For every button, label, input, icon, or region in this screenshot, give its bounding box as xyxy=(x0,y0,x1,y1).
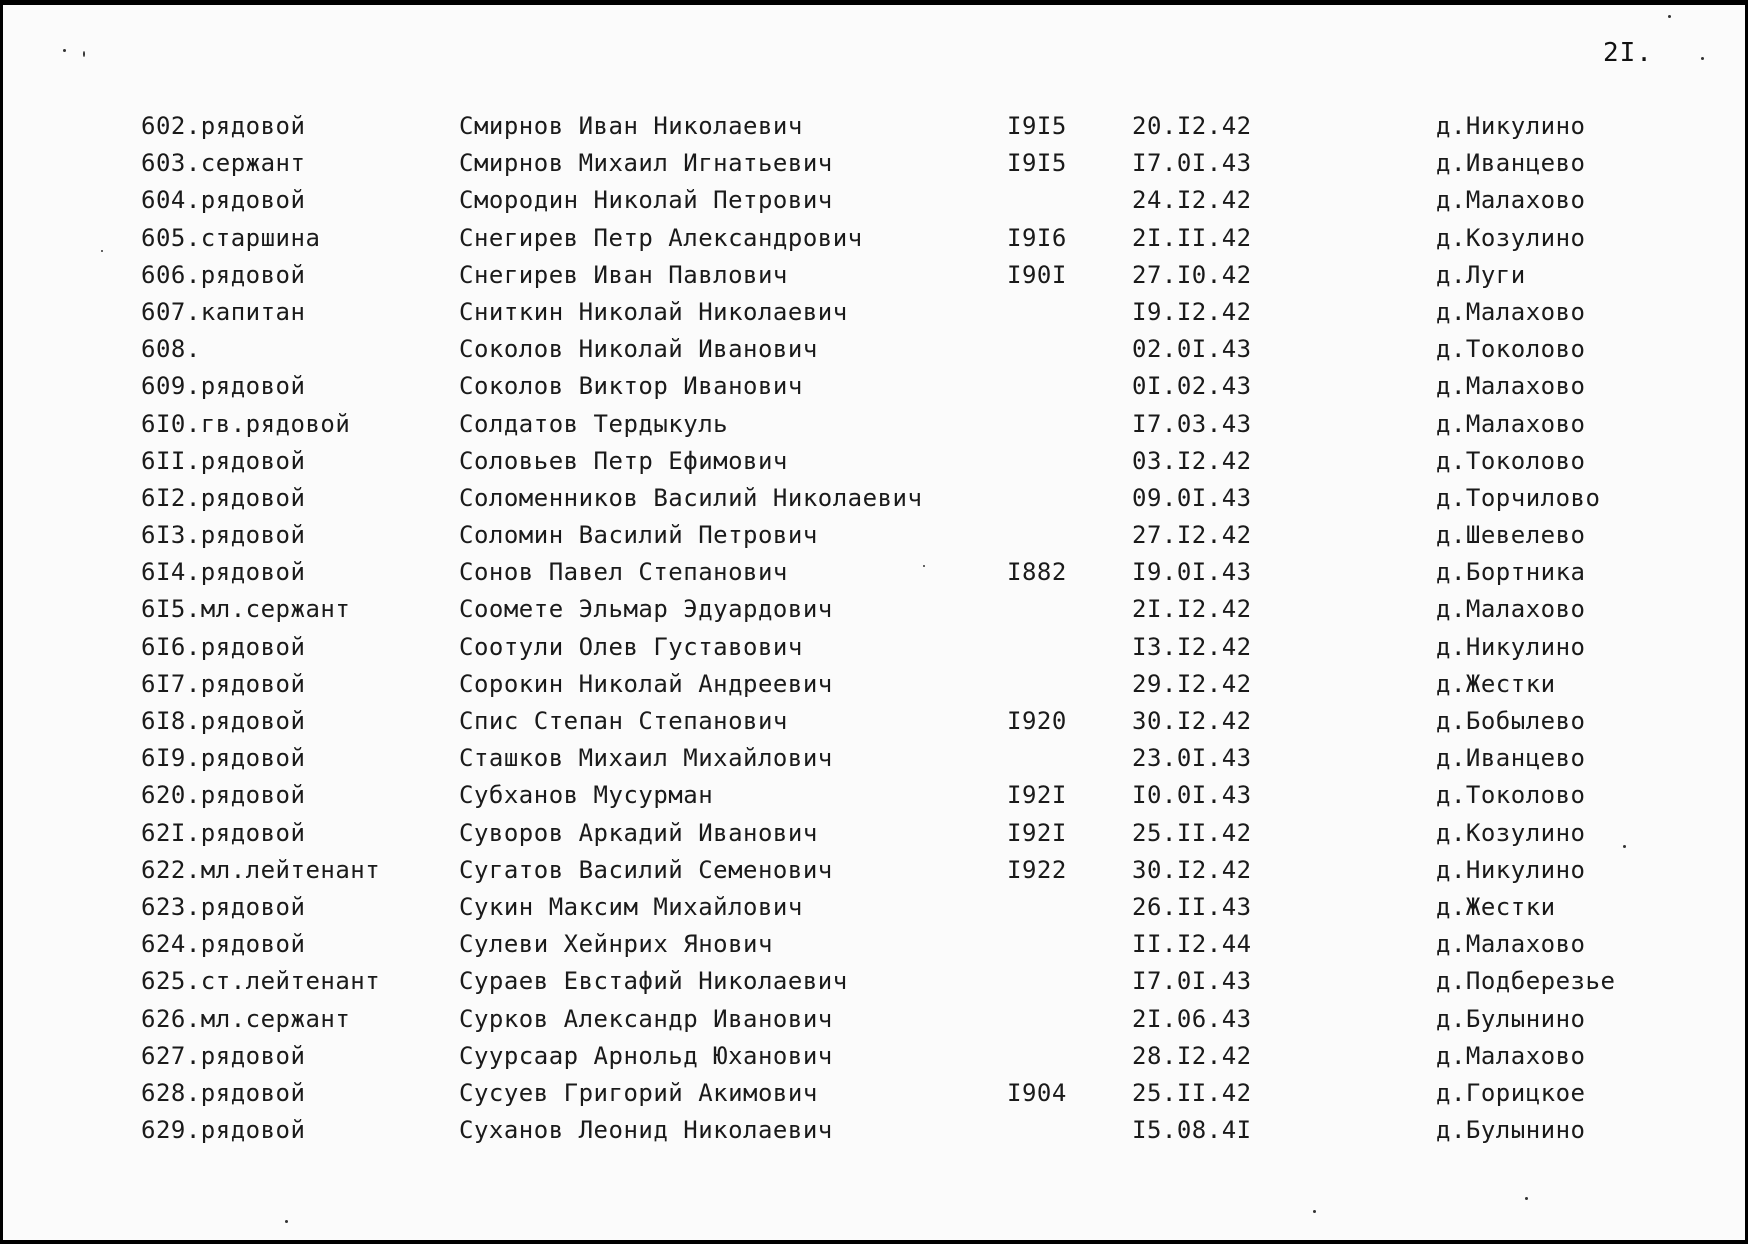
record-number-rank: 607.капитан xyxy=(141,297,306,326)
record-place: д.Подберезье xyxy=(1436,967,1616,996)
record-number-rank: 624.рядовой xyxy=(141,930,306,959)
record-date: 23.0I.43 xyxy=(1132,744,1252,773)
record-row xyxy=(3,1075,1748,1112)
record-number-rank: 608. xyxy=(141,335,201,364)
record-place: д.Булынино xyxy=(1436,1116,1586,1145)
record-row xyxy=(3,1001,1748,1038)
record-full-name: Сулеви Хейнрих Янович xyxy=(459,930,773,959)
record-birth-year: I90I xyxy=(1007,260,1067,289)
record-date: 30.I2.42 xyxy=(1132,707,1252,735)
record-row xyxy=(3,740,1748,777)
scan-speck xyxy=(1668,15,1671,18)
record-row xyxy=(3,629,1748,666)
record-date: I9.I2.42 xyxy=(1132,297,1252,326)
record-date: I7.03.43 xyxy=(1132,409,1252,438)
record-place: д.Бортника xyxy=(1436,558,1586,587)
scan-speck xyxy=(285,1220,288,1223)
record-place: д.Жестки xyxy=(1436,669,1556,698)
record-place: д.Горицкое xyxy=(1436,1078,1586,1107)
record-row xyxy=(3,108,1748,145)
record-row xyxy=(3,443,1748,480)
scan-speck xyxy=(1525,1197,1528,1200)
record-place: д.Малахово xyxy=(1436,1041,1586,1070)
record-place: д.Козулино xyxy=(1436,818,1586,847)
record-place: д.Торчилово xyxy=(1436,483,1601,512)
record-number-rank: 6I7.рядовой xyxy=(141,669,306,698)
record-row xyxy=(3,517,1748,554)
record-full-name: Соловьев Петр Ефимович xyxy=(459,446,788,475)
record-birth-year: I92I xyxy=(1007,818,1067,847)
record-row xyxy=(3,889,1748,926)
scan-speck xyxy=(83,51,85,57)
scan-speck xyxy=(923,565,925,567)
record-date: 20.I2.42 xyxy=(1132,112,1252,140)
record-row xyxy=(3,926,1748,963)
record-full-name: Смородин Николай Петрович xyxy=(459,186,833,215)
record-row xyxy=(3,852,1748,889)
record-place: д.Луги xyxy=(1436,260,1526,289)
record-place: д.Булынино xyxy=(1436,1004,1586,1033)
record-place: д.Шевелево xyxy=(1436,521,1586,550)
record-birth-year: I904 xyxy=(1007,1078,1067,1107)
record-birth-year: I9I6 xyxy=(1007,223,1067,252)
record-full-name: Суворов Аркадий Иванович xyxy=(459,818,818,847)
record-date: 30.I2.42 xyxy=(1132,855,1252,884)
record-row xyxy=(3,182,1748,219)
record-full-name: Сурков Александр Иванович xyxy=(459,1004,833,1033)
record-number-rank: 628.рядовой xyxy=(141,1078,306,1107)
record-date: 27.I2.42 xyxy=(1132,521,1252,550)
record-full-name: Сорокин Николай Андреевич xyxy=(459,669,833,698)
record-full-name: Снегирев Петр Александрович xyxy=(459,223,863,252)
record-number-rank: 6I9.рядовой xyxy=(141,744,306,773)
record-full-name: Соомете Эльмар Эдуардович xyxy=(459,595,833,624)
record-number-rank: 6I4.рядовой xyxy=(141,558,306,587)
record-number-rank: 6I2.рядовой xyxy=(141,483,306,512)
record-place: д.Малахово xyxy=(1436,297,1586,326)
scan-speck xyxy=(1701,57,1704,60)
record-number-rank: 627.рядовой xyxy=(141,1041,306,1070)
record-full-name: Сураев Евстафий Николаевич xyxy=(459,967,848,996)
record-full-name: Соотули Олев Густавович xyxy=(459,632,803,661)
record-place: д.Токолово xyxy=(1436,335,1586,364)
record-number-rank: 622.мл.лейтенант xyxy=(141,855,381,884)
record-row xyxy=(3,331,1748,368)
record-row xyxy=(3,294,1748,331)
record-row xyxy=(3,554,1748,591)
record-place: д.Жестки xyxy=(1436,892,1556,921)
record-place: д.Малахово xyxy=(1436,372,1586,401)
record-number-rank: 6I8.рядовой xyxy=(141,707,306,735)
record-row xyxy=(3,591,1748,628)
record-date: 0I.02.43 xyxy=(1132,372,1252,401)
record-row xyxy=(3,220,1748,257)
record-full-name: Снегирев Иван Павлович xyxy=(459,260,788,289)
record-date: I3.I2.42 xyxy=(1132,632,1252,661)
record-row xyxy=(3,145,1748,182)
record-date: 2I.06.43 xyxy=(1132,1004,1252,1033)
record-date: I7.0I.43 xyxy=(1132,149,1252,178)
record-place: д.Никулино xyxy=(1436,632,1586,661)
record-number-rank: 6I3.рядовой xyxy=(141,521,306,550)
record-number-rank: 603.сержант xyxy=(141,149,306,178)
record-date: 09.0I.43 xyxy=(1132,483,1252,512)
record-place: д.Козулино xyxy=(1436,223,1586,252)
record-row xyxy=(3,1038,1748,1075)
record-date: 28.I2.42 xyxy=(1132,1041,1252,1070)
record-place: д.Никулино xyxy=(1436,112,1586,140)
record-date: 25.II.42 xyxy=(1132,818,1252,847)
record-full-name: Соломин Василий Петрович xyxy=(459,521,818,550)
record-number-rank: 620.рядовой xyxy=(141,781,306,810)
record-number-rank: 609.рядовой xyxy=(141,372,306,401)
record-date: I0.0I.43 xyxy=(1132,781,1252,810)
record-row xyxy=(3,406,1748,443)
record-date: 29.I2.42 xyxy=(1132,669,1252,698)
record-row xyxy=(3,777,1748,814)
record-date: 27.I0.42 xyxy=(1132,260,1252,289)
record-place: д.Малахово xyxy=(1436,186,1586,215)
record-place: д.Иванцево xyxy=(1436,149,1586,178)
record-number-rank: 606.рядовой xyxy=(141,260,306,289)
record-full-name: Спис Степан Степанович xyxy=(459,707,788,735)
record-birth-year: I920 xyxy=(1007,707,1067,735)
record-date: I5.08.4I xyxy=(1132,1116,1252,1145)
scan-speck xyxy=(1623,845,1626,848)
record-full-name: Смирнов Михаил Игнатьевич xyxy=(459,149,833,178)
record-date: II.I2.44 xyxy=(1132,930,1252,959)
record-date: 2I.II.42 xyxy=(1132,223,1252,252)
record-birth-year: I882 xyxy=(1007,558,1067,587)
record-row xyxy=(3,368,1748,405)
record-number-rank: 6II.рядовой xyxy=(141,446,306,475)
record-place: д.Токолово xyxy=(1436,781,1586,810)
record-number-rank: 629.рядовой xyxy=(141,1116,306,1145)
record-date: 25.II.42 xyxy=(1132,1078,1252,1107)
record-place: д.Малахово xyxy=(1436,409,1586,438)
record-number-rank: 6I0.гв.рядовой xyxy=(141,409,351,438)
record-full-name: Сугатов Василий Семенович xyxy=(459,855,833,884)
record-full-name: Суханов Леонид Николаевич xyxy=(459,1116,833,1145)
record-place: д.Токолово xyxy=(1436,446,1586,475)
record-full-name: Суурсаар Арнольд Юханович xyxy=(459,1041,833,1070)
record-date: I7.0I.43 xyxy=(1132,967,1252,996)
page-number: 2I. xyxy=(1603,38,1653,68)
record-birth-year: I922 xyxy=(1007,855,1067,884)
record-row xyxy=(3,1112,1748,1149)
record-date: 02.0I.43 xyxy=(1132,335,1252,364)
record-number-rank: 623.рядовой xyxy=(141,892,306,921)
record-full-name: Смирнов Иван Николаевич xyxy=(459,112,803,140)
record-number-rank: 62I.рядовой xyxy=(141,818,306,847)
record-date: 26.II.43 xyxy=(1132,892,1252,921)
record-row xyxy=(3,666,1748,703)
record-birth-year: I9I5 xyxy=(1007,149,1067,178)
record-row xyxy=(3,963,1748,1000)
record-date: 03.I2.42 xyxy=(1132,446,1252,475)
record-full-name: Сташков Михаил Михайлович xyxy=(459,744,833,773)
record-row xyxy=(3,480,1748,517)
records-list xyxy=(3,108,1748,1149)
record-birth-year: I92I xyxy=(1007,781,1067,810)
record-birth-year: I9I5 xyxy=(1007,112,1067,140)
record-full-name: Соколов Николай Иванович xyxy=(459,335,818,364)
scan-speck xyxy=(63,49,66,52)
record-place: д.Малахово xyxy=(1436,595,1586,624)
record-full-name: Соколов Виктор Иванович xyxy=(459,372,803,401)
record-full-name: Сниткин Николай Николаевич xyxy=(459,297,848,326)
record-full-name: Солдатов Тердыкуль xyxy=(459,409,729,438)
record-number-rank: 605.старшина xyxy=(141,223,321,252)
record-row xyxy=(3,257,1748,294)
record-full-name: Сусуев Григорий Акимович xyxy=(459,1078,818,1107)
record-full-name: Сонов Павел Степанович xyxy=(459,558,788,587)
record-number-rank: 602.рядовой xyxy=(141,112,306,140)
record-row xyxy=(3,703,1748,740)
record-place: д.Иванцево xyxy=(1436,744,1586,773)
scan-speck xyxy=(101,250,103,252)
record-place: д.Бобылево xyxy=(1436,707,1586,735)
scan-speck xyxy=(1313,1210,1316,1213)
record-number-rank: 6I5.мл.сержант xyxy=(141,595,351,624)
record-full-name: Сукин Максим Михайлович xyxy=(459,892,803,921)
record-full-name: Субханов Мусурман xyxy=(459,781,714,810)
record-date: I9.0I.43 xyxy=(1132,558,1252,587)
record-number-rank: 625.ст.лейтенант xyxy=(141,967,381,996)
record-number-rank: 626.мл.сержант xyxy=(141,1004,351,1033)
record-place: д.Малахово xyxy=(1436,930,1586,959)
record-number-rank: 604.рядовой xyxy=(141,186,306,215)
record-number-rank: 6I6.рядовой xyxy=(141,632,306,661)
record-row xyxy=(3,815,1748,852)
record-full-name: Соломенников Василий Николаевич xyxy=(459,483,923,512)
record-place: д.Никулино xyxy=(1436,855,1586,884)
record-date: 2I.I2.42 xyxy=(1132,595,1252,624)
record-date: 24.I2.42 xyxy=(1132,186,1252,215)
